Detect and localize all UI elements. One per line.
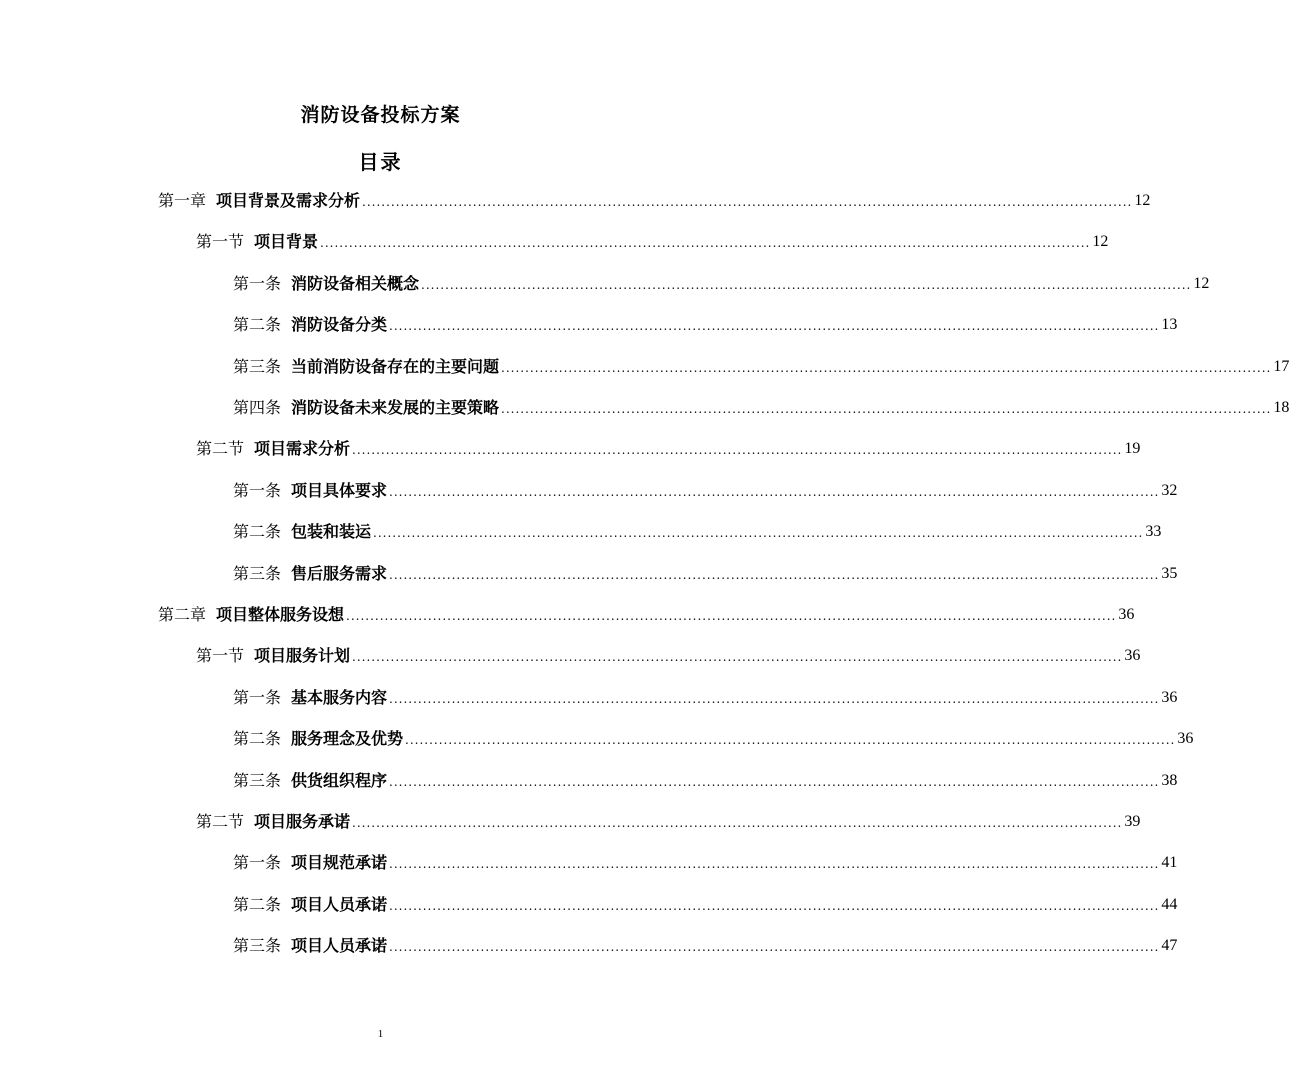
toc-entry-page: 19 [1124, 440, 1141, 458]
toc-dot-leader: ................................................................................................................................................................ [352, 816, 1123, 830]
toc-entry-number: 第二条 [233, 522, 282, 542]
page-number: 1 [377, 1028, 384, 1040]
toc-entry[interactable] [233, 472, 1178, 502]
toc-entry-title: 基本服务内容 [291, 687, 388, 707]
toc-entry-page: 44 [1161, 895, 1178, 913]
toc-entry-page: 12 [1193, 274, 1210, 292]
toc-entry-title: 消防设备分类 [291, 315, 388, 335]
toc-dot-leader: ................................................................................................................................................................ [389, 940, 1160, 955]
toc-dot-leader: ................................................................................................................................................................ [362, 195, 1133, 209]
toc-entry-number: 第一节 [196, 646, 245, 666]
toc-entry-number: 第一节 [196, 232, 245, 252]
toc-dot-leader: ................................................................................................................................................................ [389, 898, 1160, 913]
toc-entry[interactable] [233, 348, 1289, 378]
toc-dot-leader: ................................................................................................................................................................ [389, 774, 1160, 789]
toc-entry-page: 36 [1118, 606, 1135, 623]
toc-entry[interactable] [196, 803, 1141, 833]
toc-entry-number: 第一条 [233, 273, 282, 293]
toc-entry[interactable] [158, 596, 1135, 626]
toc-entry-number: 第二条 [233, 729, 282, 749]
toc-entry[interactable] [233, 886, 1178, 916]
toc-entry-page: 13 [1161, 316, 1178, 334]
toc-entry-title: 售后服务需求 [291, 563, 388, 583]
toc-entry-number: 第二章 [158, 605, 207, 624]
toc-entry-page: 18 [1273, 399, 1289, 416]
toc-entry-number: 第一条 [233, 853, 282, 873]
toc-entry-page: 12 [1134, 192, 1151, 209]
toc-entry-page: 47 [1161, 937, 1178, 955]
toc-entry[interactable] [233, 679, 1178, 709]
toc-entry-page: 41 [1161, 854, 1178, 872]
toc-entry-page: 36 [1161, 688, 1178, 706]
toc-entry-title: 项目人员承诺 [291, 894, 388, 914]
toc-entry-number: 第二节 [196, 812, 245, 831]
toc-dot-leader: ................................................................................................................................................................ [405, 733, 1176, 748]
toc-dot-leader: ................................................................................................................................................................ [421, 277, 1192, 292]
toc-dot-leader: ................................................................................................................................................................ [501, 402, 1272, 416]
toc-entry-number: 第三条 [233, 356, 282, 376]
toc-entry-title: 项目背景 [254, 232, 319, 252]
toc-entry-title: 项目需求分析 [254, 439, 351, 459]
toc-entry-title: 项目人员承诺 [291, 936, 388, 956]
toc-entry-page: 39 [1124, 813, 1141, 830]
toc-entry-title: 项目服务承诺 [254, 812, 351, 831]
toc-entry-number: 第二条 [233, 315, 282, 335]
toc-dot-leader: ................................................................................................................................................................ [320, 236, 1091, 251]
toc-entry-number: 第三条 [233, 936, 282, 956]
toc-entry-title: 项目整体服务设想 [216, 605, 345, 624]
toc-entry-title: 消防设备未来发展的主要策略 [291, 398, 500, 417]
toc-entry-title: 当前消防设备存在的主要问题 [291, 356, 500, 376]
toc-entry[interactable] [233, 762, 1178, 792]
toc-entry-number: 第四条 [233, 398, 282, 417]
toc-entry-page: 17 [1273, 357, 1289, 375]
toc-entry-title: 项目规范承诺 [291, 853, 388, 873]
toc-entry-title: 供货组织程序 [291, 770, 388, 790]
toc-entry-number: 第一条 [233, 480, 282, 500]
toc-entry-page: 32 [1161, 481, 1178, 499]
toc-entry[interactable] [233, 265, 1210, 295]
toc-entry-title: 服务理念及优势 [291, 729, 404, 749]
toc-heading: 目录 [358, 150, 403, 174]
toc-entry[interactable] [233, 389, 1289, 419]
toc-entry[interactable] [158, 182, 1151, 212]
toc-entry-number: 第一章 [158, 191, 207, 210]
toc-dot-leader: ................................................................................................................................................................ [389, 857, 1160, 872]
toc-entry-title: 消防设备相关概念 [291, 273, 420, 293]
toc-dot-leader: ................................................................................................................................................................ [389, 484, 1160, 499]
toc-entry[interactable] [233, 927, 1178, 957]
toc-entry[interactable] [233, 844, 1178, 874]
document-title: 消防设备投标方案 [300, 104, 461, 126]
toc-entry[interactable] [196, 430, 1141, 460]
toc-entry-number: 第二节 [196, 439, 245, 459]
toc-entry-title: 项目背景及需求分析 [216, 191, 361, 210]
toc-entry[interactable] [233, 555, 1178, 585]
toc-entry-number: 第三条 [233, 563, 282, 583]
toc-entry-number: 第三条 [233, 770, 282, 790]
toc-dot-leader: ................................................................................................................................................................ [389, 567, 1160, 582]
toc-entry[interactable] [196, 223, 1109, 253]
toc-dot-leader: ................................................................................................................................................................ [352, 650, 1123, 665]
toc-entry-title: 包装和装运 [291, 522, 372, 542]
toc-dot-leader: ................................................................................................................................................................ [346, 609, 1117, 623]
toc-entry-page: 33 [1145, 523, 1162, 541]
toc-entry[interactable] [233, 720, 1194, 750]
toc-dot-leader: ................................................................................................................................................................ [373, 526, 1144, 541]
toc-entry[interactable] [233, 513, 1162, 543]
toc-entry-title: 项目服务计划 [254, 646, 351, 666]
toc-entry-page: 38 [1161, 771, 1178, 789]
toc-entry-page: 12 [1092, 233, 1109, 251]
toc-entry-page: 35 [1161, 564, 1178, 582]
toc-entry[interactable] [196, 637, 1141, 667]
toc-entry-page: 36 [1124, 647, 1141, 665]
toc-entry-number: 第二条 [233, 894, 282, 914]
toc-dot-leader: ................................................................................................................................................................ [352, 443, 1123, 458]
toc-entry[interactable] [233, 306, 1178, 336]
toc-dot-leader: ................................................................................................................................................................ [389, 691, 1160, 706]
toc-dot-leader: ................................................................................................................................................................ [389, 319, 1160, 334]
toc-entry-page: 36 [1177, 730, 1194, 748]
toc-entry-number: 第一条 [233, 687, 282, 707]
toc-entry-title: 项目具体要求 [291, 480, 388, 500]
toc-dot-leader: ................................................................................................................................................................ [501, 360, 1272, 375]
